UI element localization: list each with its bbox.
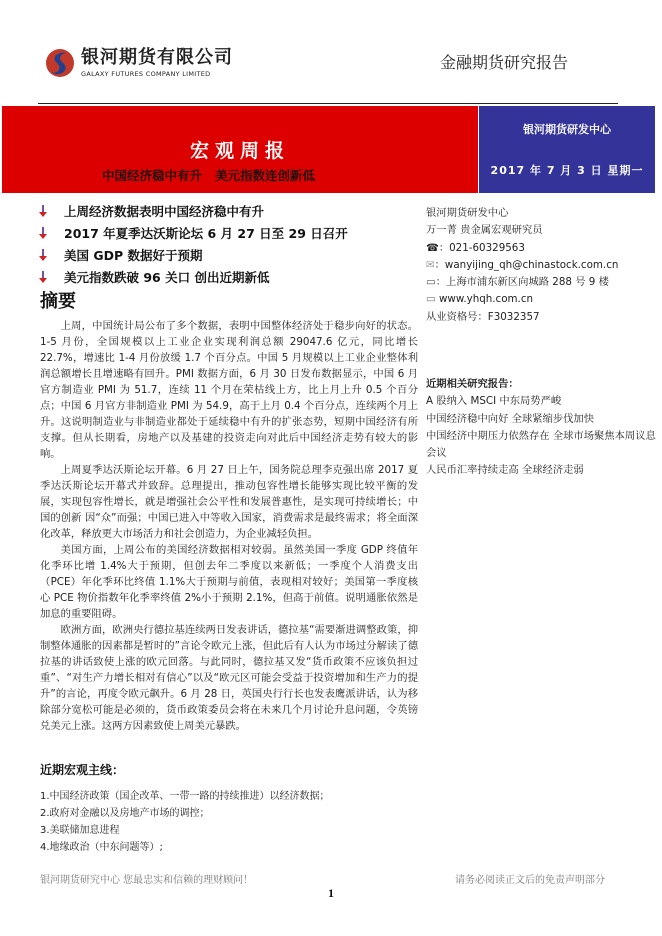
macro-themes-heading: 近期宏观主线： <box>40 763 125 777</box>
summary-body <box>40 318 418 734</box>
license-number: 从业资格号：F3032357 <box>426 310 540 323</box>
highlight-item <box>38 266 348 288</box>
highlight-text: 2017 年夏季达沃斯论坛 6 月 27 日至 29 日召开 <box>64 226 348 241</box>
phone-number: ：021-60329563 <box>438 241 525 254</box>
macro-themes-list <box>40 788 330 856</box>
arrow-down-bullet-icon <box>38 204 50 218</box>
website-link[interactable]: www.yhqh.com.cn <box>435 293 534 306</box>
footer-slogan: 银河期货研究中心 您最忠实和信赖的理财顾问！ <box>40 875 254 886</box>
related-report-item: 人民币汇率持续走高 全球经济走弱 <box>426 464 584 477</box>
related-reports-heading: 近期相关研究报告： <box>426 378 519 390</box>
header-divider <box>38 103 618 104</box>
summary-paragraph: 上周，中国统计局公布了多个数据，表明中国整体经济处于稳步向好的状态。1-5 月份，全国规模以上工业企业实现利润总额 29047.6 亿元，同比增长 22.7%，增速比 1-4 月份放缓 1.7 个百分点。中国 5 月规模以上工业企业整体利润总额增长且增速略有回升。PMI 数据方面，6 月 30 日发布数据显示，中国 6 月官方制造业 PMI 为 51.7，连续 11 个月在荣枯线上方，比上月上升 0.5 个百分点；中国 6 月官方非制造业 PMI 为 54.9，高于上月 0.4 个百分点，连续两个月上升。这说明制造业与非制造业都处于延续稳中有升的扩张态势，短期中国经济有所支撑。但从长期看，房地产以及基建的投资走向对此后中国经济走势有较大的影响。 <box>40 320 418 460</box>
footer-disclaimer-note: 请务必阅读正文后的免责声明部分 <box>455 875 605 886</box>
highlight-item <box>38 222 348 244</box>
related-report-item: 中国经济稳中向好 全球紧缩步伐加快 <box>426 412 595 425</box>
highlight-item <box>38 244 348 266</box>
address: ：上海市浦东新区向城路 288 号 9 楼 <box>435 276 609 289</box>
highlight-text: 美元指数跌破 96 关口 创出近期新低 <box>64 270 270 285</box>
banner-org: 银河期货研发中心 <box>523 123 611 136</box>
highlight-item <box>38 200 348 222</box>
summary-heading: 摘要 <box>40 291 76 312</box>
report-info-banner <box>479 106 655 193</box>
highlight-text: 美国 GDP 数据好于预期 <box>64 248 203 263</box>
logo-company-name-en: GALAXY FUTURES COMPANY LIMITED <box>81 70 211 78</box>
contact-info <box>426 205 618 326</box>
report-subtitle: 中国经济稳中有升 美元指数连创新低 <box>102 168 316 183</box>
report-type: 金融期货研究报告 <box>440 53 569 72</box>
arrow-down-bullet-icon <box>38 270 50 284</box>
page-number: 1 <box>328 886 334 900</box>
highlights-list <box>38 200 348 288</box>
address-book-icon: ▭ <box>426 276 436 289</box>
highlight-text: 上周经济数据表明中国经济稳中有升 <box>64 204 265 219</box>
analyst-name: 万一菁 贵金属宏观研究员 <box>426 224 543 237</box>
related-reports <box>426 376 658 480</box>
related-report-item: 中国经济中期压力依然存在 全球市场聚焦本周议息会议 <box>426 429 656 460</box>
galaxy-logo-icon <box>45 48 75 78</box>
macro-theme-item: 3.美联储加息进程 <box>40 825 120 836</box>
email-icon: ✉ <box>426 258 435 271</box>
arrow-down-bullet-icon <box>38 226 50 240</box>
company-logo <box>45 48 233 78</box>
macro-theme-item: 4.地缘政治（中东问题等）; <box>40 842 163 853</box>
related-report-item: A 股纳入 MSCI 中东局势严峻 <box>426 395 562 408</box>
report-title: 宏观周报 <box>189 140 290 162</box>
summary-paragraph: 欧洲方面，欧洲央行德拉基连续两日发表讲话，德拉基“需要渐进调整政策，抑制整体通胀的因素都是暂时的”言论令欧元上涨，但此后有人认为市场过分解读了德拉基的讲话致使上涨的欧元回落。与此同时，德拉基又发“货币政策不应该负担过重”、“对生产力增长相对有信心”以及“欧元区可能会受益于投资增加和生产力的提升”的言论，再度令欧元飙升。6 月 28 日，英国央行行长也发表鹰派讲话，认为移除部分宽松可能是必须的，货币政策委员会将在未来几个月讨论升息问题，令英镑兑美元上涨。这两方因素致使上周美元暴跌。 <box>40 624 418 732</box>
logo-company-name: 银河期货有限公司 <box>81 47 233 68</box>
summary-paragraph: 上周夏季达沃斯论坛开幕。6 月 27 日上午，国务院总理李克强出席 2017 夏季达沃斯论坛开幕式并致辞。总理提出，推动包容性增长能够实现比较平衡的发展，实现包容性增长，就是增强社会公平性和发展普惠性，是实现可持续增长；中国的创新 因“众”而强；中国已进入中等收入国家，消费需求是最终需求；将全面深化改革，释放更大市场活力和社会创造力，为企业减轻负担。 <box>40 464 418 540</box>
summary-paragraph: 美国方面，上周公布的美国经济数据相对较弱。虽然美国一季度 GDP 终值年化季环比增 1.4%大于预期，但创去年二季度以来新低；一季度个人消费支出（PCE）年化季环比终值 1.1%大于预期与前值，表现相对较好；美国第一季度核心 PCE 物价指数年化季率终值 2%小于预期 2.1%，但高于前值。说明通胀依然是加息的重要阻碍。 <box>40 544 418 620</box>
macro-theme-item: 1.中国经济政策（国企改革、一带一路的持续推进）以经济数据； <box>40 791 330 802</box>
computer-icon: ▭ <box>426 293 436 306</box>
phone-icon: ☎ <box>426 241 439 254</box>
arrow-down-bullet-icon <box>38 248 50 262</box>
contact-org: 银河期货研发中心 <box>426 207 509 219</box>
macro-theme-item: 2.政府对金融以及房地产市场的调控； <box>40 808 210 819</box>
email-link[interactable]: ：wanyijing_qh@chinastock.com.cn <box>434 258 619 271</box>
report-date: 2017 年 7 月 3 日 星期一 <box>490 164 644 177</box>
